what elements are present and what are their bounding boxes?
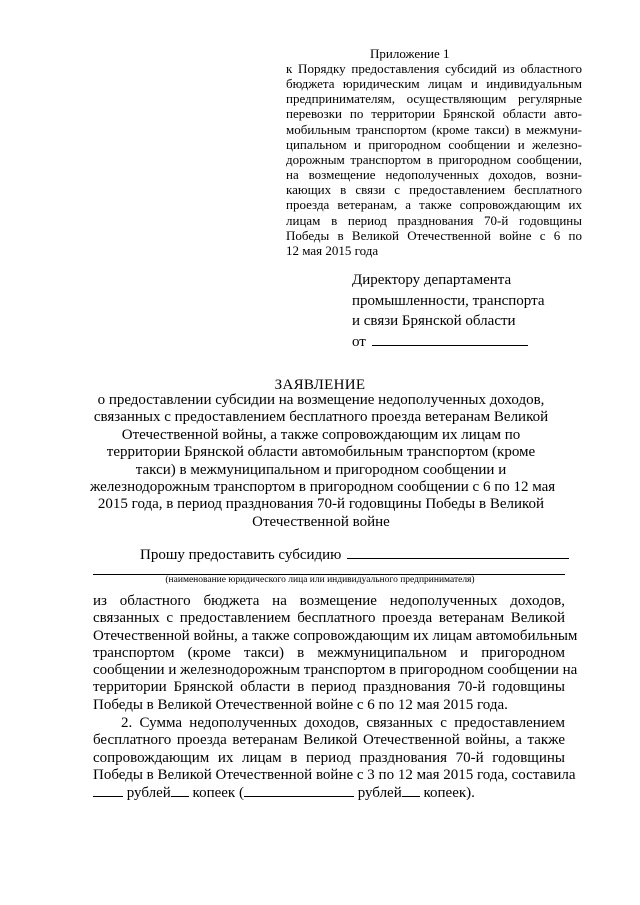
subtitle-line: о предоставлении субсидии на возмещение недополученных доходов, bbox=[97, 392, 545, 408]
appendix-title: Приложение 1 bbox=[370, 46, 450, 61]
amount-line bbox=[93, 784, 565, 802]
document-title: ЗАЯВЛЕНИЕ bbox=[274, 377, 366, 393]
appendix-line: Победы в Великой Отечественной войне с 6 по bbox=[286, 227, 582, 243]
rub-words-field[interactable] bbox=[244, 784, 354, 797]
paragraph-line: Отечественной войны, а также сопровождающим их лицам автомобильным bbox=[93, 627, 578, 644]
appendix-text bbox=[286, 61, 582, 258]
appendix-line: предпринимателям, осуществляющим регулярные bbox=[286, 91, 582, 107]
appendix-line: кающих в связи с предоставлением бесплатного bbox=[286, 182, 582, 198]
subtitle-line: Отечественной войне bbox=[252, 513, 390, 530]
applicant-name-field[interactable] bbox=[347, 546, 569, 559]
addressee-line: промышленности, транспорта bbox=[352, 292, 545, 309]
paragraph-line: из областного бюджета на возмещение недополученных доходов, bbox=[93, 593, 565, 609]
from-label: от bbox=[352, 333, 366, 350]
paragraph-1 bbox=[93, 593, 578, 714]
addressee-block bbox=[352, 270, 544, 352]
appendix-line: ципальном и пригородном сообщении и железно- bbox=[286, 136, 582, 152]
kop-label: копеек ( bbox=[192, 785, 244, 802]
from-line bbox=[352, 332, 544, 353]
kop-words-field[interactable] bbox=[402, 784, 420, 797]
subtitle-line: такси) в межмуниципальном и пригородном сообщении и bbox=[135, 461, 507, 478]
rub-amount-field[interactable] bbox=[93, 784, 123, 797]
document-subtitle bbox=[90, 392, 556, 531]
paragraph-2 bbox=[93, 715, 576, 802]
applicant-name-caption: (наименование юридического лица или индивидуального предпринимателя) bbox=[165, 575, 475, 585]
paragraph-line: сопровождающим их лицам в период празднования 70-й годовщины bbox=[93, 749, 565, 766]
paragraph-line: связанных с предоставлением бесплатного проезда ветеранам Великой bbox=[93, 610, 565, 627]
paragraph-line: Победы в Великой Отечественной войне с 6 по 12 мая 2015 года. bbox=[93, 696, 508, 713]
addressee-line: Директору департамента bbox=[352, 272, 512, 288]
addressee-line: и связи Брянской области bbox=[352, 313, 516, 329]
from-blank-field[interactable] bbox=[372, 333, 528, 346]
appendix-line: бюджета юридическим лицам и индивидуальным bbox=[286, 76, 582, 92]
appendix-line: проезда ветеранам, а также сопровождающим их bbox=[286, 197, 582, 213]
rub-words-label: рублей bbox=[357, 785, 402, 802]
appendix-line: перевозки по территории Брянской области авто- bbox=[286, 106, 582, 122]
request-line bbox=[140, 546, 569, 564]
paragraph-line: 2. Сумма недополученных доходов, связанных с предоставлением bbox=[121, 715, 565, 731]
appendix-line: дорожным транспортом в пригородном сообщении, bbox=[286, 151, 582, 167]
subtitle-line: 2015 года, в период празднования 70-й годовщины Победы в Великой bbox=[97, 496, 545, 513]
subtitle-line: Отечественной войны, а также сопровождающим их лицам по bbox=[121, 426, 521, 443]
appendix-line: лицам в период празднования 70-й годовщины bbox=[286, 212, 582, 228]
paragraph-line: бесплатного проезда ветеранам Великой Отечественной войны, а также bbox=[93, 732, 565, 749]
request-label: Прошу предоставить субсидию bbox=[140, 547, 342, 563]
rub-label: рублей bbox=[126, 785, 171, 802]
paragraph-line: транспортом (кроме такси) в межмуниципальном и пригородном bbox=[93, 644, 565, 661]
kop-amount-field[interactable] bbox=[171, 784, 189, 797]
appendix-line: мобильным транспортом (кроме такси) в межмуни- bbox=[286, 121, 582, 137]
appendix-line: к Порядку предоставления субсидий из областного bbox=[286, 61, 582, 76]
subtitle-line: связанных с предоставлением бесплатного проезда ветеранам Великой bbox=[93, 409, 549, 426]
paragraph-line: территории Брянской области в период празднования 70-й годовщины bbox=[93, 679, 565, 696]
appendix-line: на возмещение недополученных доходов, возни- bbox=[286, 167, 582, 183]
paragraph-line: Победы в Великой Отечественной войне с 3 по 12 мая 2015 года, составила bbox=[93, 766, 576, 783]
paragraph-line: сообщении и железнодорожным транспортом в пригородном сообщении на bbox=[93, 662, 578, 679]
kop-words-label: копеек). bbox=[423, 785, 475, 802]
subtitle-line: железнодорожным транспортом в пригородном сообщении с 6 по 12 мая bbox=[90, 479, 556, 496]
appendix-line: 12 мая 2015 года bbox=[286, 242, 379, 258]
subtitle-line: территории Брянской области автомобильным транспортом (кроме bbox=[106, 444, 536, 461]
